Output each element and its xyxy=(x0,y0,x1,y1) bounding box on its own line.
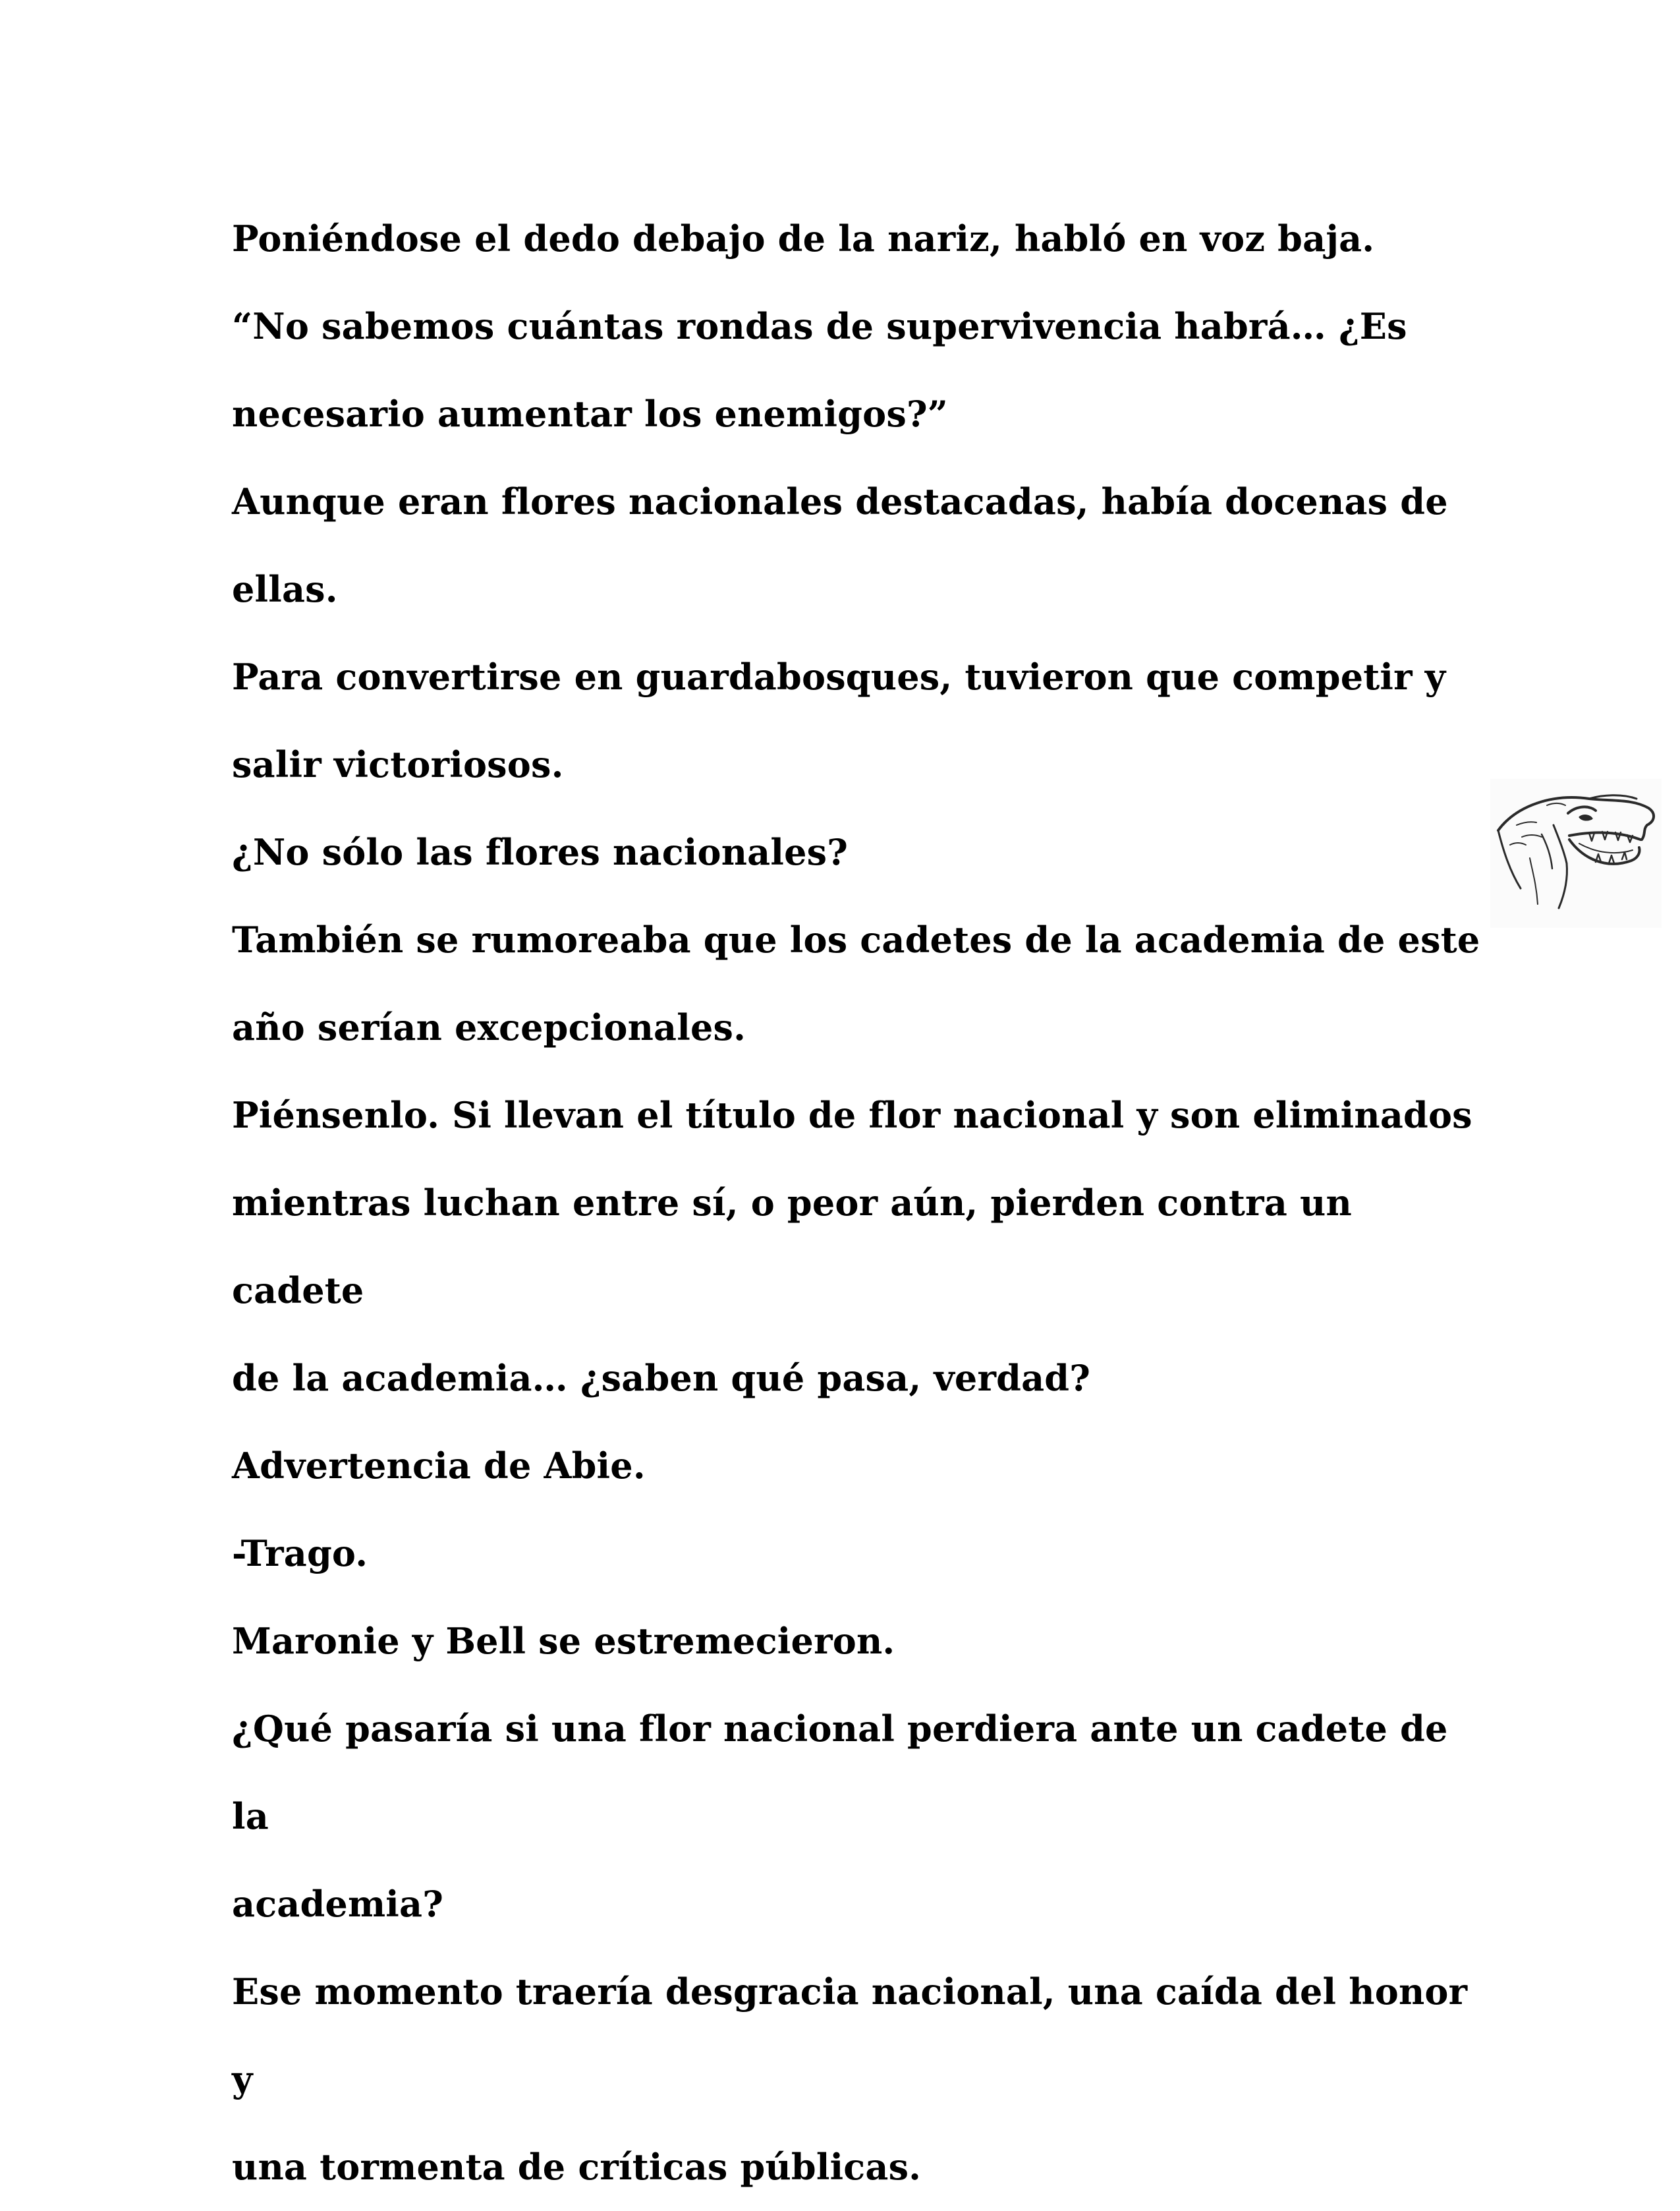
text-line: Advertencia de Abie. xyxy=(232,1445,646,1487)
text-line: una tormenta de críticas públicas. xyxy=(232,2146,922,2188)
text-line: Aunque eran flores nacionales destacadas, había docenas de xyxy=(232,480,1448,523)
text-line: ellas. xyxy=(232,568,338,610)
text-line: año serían excepcionales. xyxy=(232,1006,746,1048)
paragraph xyxy=(232,1948,1484,2211)
paragraph xyxy=(232,896,1484,1072)
paragraph xyxy=(232,633,1484,809)
paragraph xyxy=(232,1597,1484,1685)
text-line: de la academia… ¿saben qué pasa, verdad? xyxy=(232,1357,1091,1399)
paragraph xyxy=(232,458,1484,633)
text-line: Piénsenlo. Si llevan el título de flor nacional y son eliminados xyxy=(232,1094,1472,1136)
text-line: mientras luchan entre sí, o peor aún, pierden contra un cadete xyxy=(232,1182,1352,1311)
text-line: academia? xyxy=(232,1883,444,1925)
paragraph xyxy=(232,283,1484,458)
text-line: ¿No sólo las flores nacionales? xyxy=(232,831,849,873)
dinosaur-head-sketch-icon xyxy=(1490,779,1662,928)
text-line: También se rumoreaba que los cadetes de la academia de este xyxy=(232,919,1480,961)
text-line: ¿Qué pasaría si una flor nacional perdiera ante un cadete de la xyxy=(232,1708,1448,1837)
document-body xyxy=(232,195,1484,2211)
text-line: salir victoriosos. xyxy=(232,743,564,786)
text-line: “No sabemos cuántas rondas de supervivencia habrá… ¿Es xyxy=(232,305,1407,347)
paragraph xyxy=(232,809,1484,896)
text-line: Ese momento traería desgracia nacional, una caída del honor y xyxy=(232,1970,1468,2100)
paragraph xyxy=(232,1422,1484,1510)
text-line: -Trago. xyxy=(232,1532,368,1574)
paragraph xyxy=(232,1685,1484,1948)
paragraph xyxy=(232,195,1484,283)
text-line: necesario aumentar los enemigos?” xyxy=(232,393,949,435)
paragraph xyxy=(232,1072,1484,1422)
text-line: Maronie y Bell se estremecieron. xyxy=(232,1620,895,1662)
paragraph xyxy=(232,1510,1484,1597)
text-line: Para convertirse en guardabosques, tuvieron que competir y xyxy=(232,656,1446,698)
text-line: Poniéndose el dedo debajo de la nariz, habló en voz baja. xyxy=(232,217,1375,260)
